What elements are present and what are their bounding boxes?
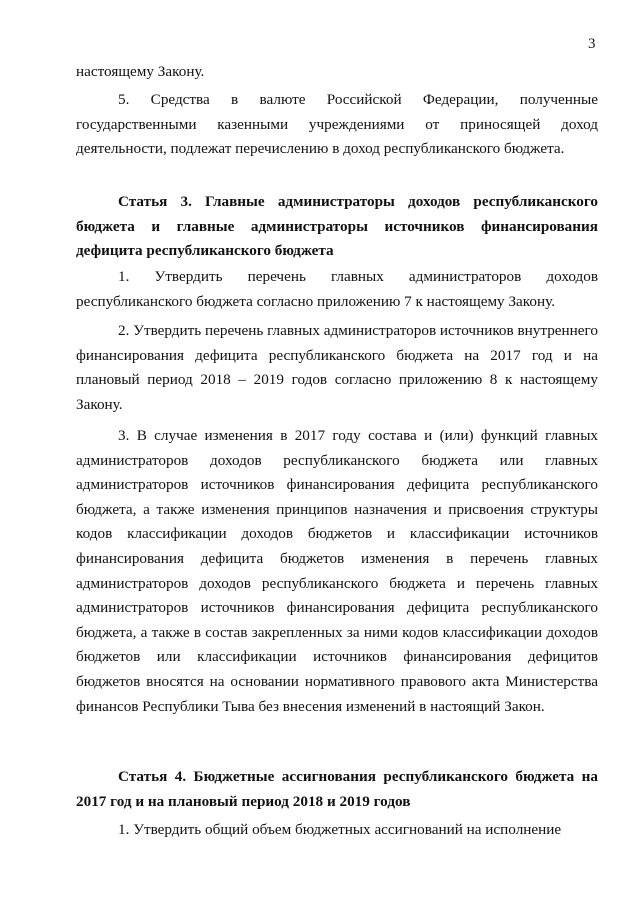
paragraph-continuation: настоящему Закону. xyxy=(76,63,205,80)
article-3-item-3: 3. В случае изменения в 2017 году состава и (или) функций главных администраторов доходов республиканского бюджета или главных администраторов источников финансирования дефицита республиканского бюджета, а также изменения принципов назначения и присвоения структуры кодов классификации доходов бюджетов и классификации источников финансирования дефицита бюджетов изменения в перечень главных администраторов доходов республиканского бюджета и перечень главных администраторов источников финансирования дефицита республиканского бюджета, а также в состав закрепленных за ними кодов классификации доходов бюджетов или классификации источников финансирования дефицитов бюджетов вносятся на основании нормативного правового акта Министерства финансов Республики Тыва без внесения изменений в настоящий Закон. xyxy=(76,427,598,715)
article-4-heading: Статья 4. Бюджетные ассигнования республиканского бюджета на 2017 год и на плановый период 2018 и 2019 годов xyxy=(76,768,598,810)
article-4-item-1: 1. Утвердить общий объем бюджетных ассигнований на исполнение xyxy=(118,821,562,838)
article-3-item-1: 1. Утвердить перечень главных администраторов доходов республиканского бюджета согласно приложению 7 к настоящему Закону. xyxy=(76,268,598,310)
page-number: 3 xyxy=(588,36,596,52)
paragraph-item-5: 5. Средства в валюте Российской Федерации, полученные государственными казенными учреждениями от приносящей доход деятельности, подлежат перечислению в доход республиканского бюджета. xyxy=(76,91,598,158)
article-3-item-2: 2. Утвердить перечень главных администраторов источников внутреннего финансирования дефицита республиканского бюджета на 2017 год и на плановый период 2018 – 2019 годов согласно приложению 8 к настоящему Закону. xyxy=(76,322,598,413)
article-3-heading: Статья 3. Главные администраторы доходов республиканского бюджета и главные администраторы источников финансирования дефицита республиканского бюджета xyxy=(76,193,598,260)
